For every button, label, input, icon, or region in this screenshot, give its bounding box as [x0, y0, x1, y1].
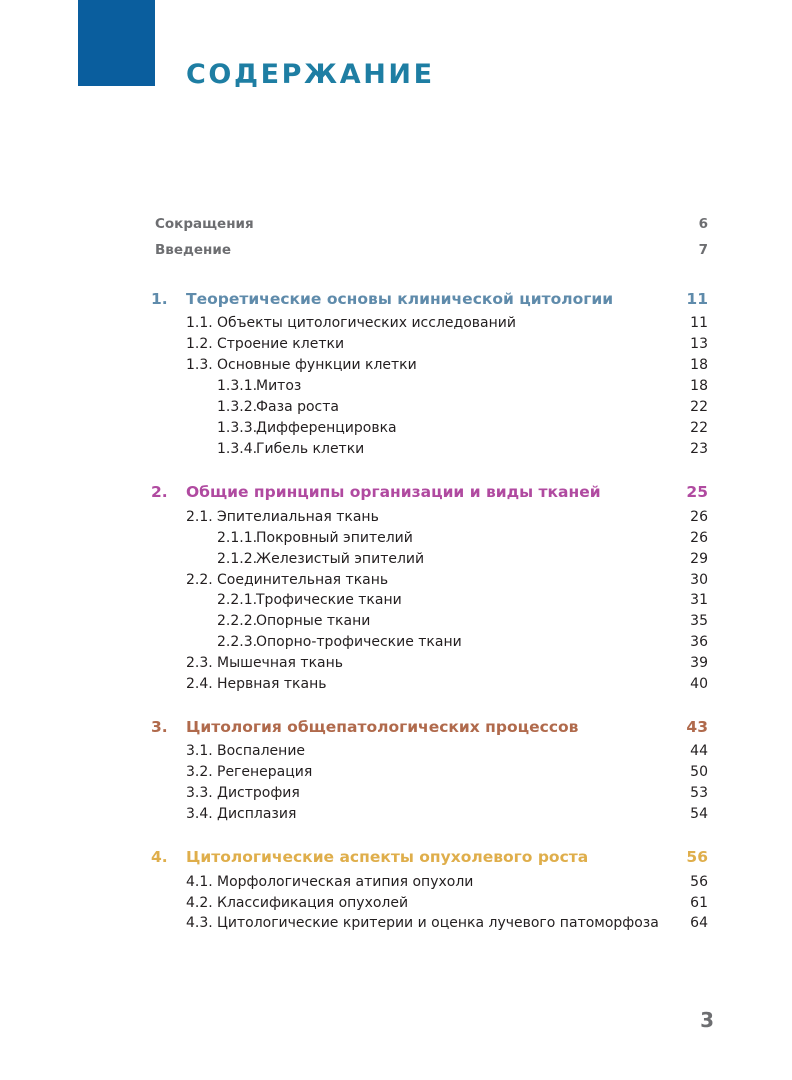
- toc-entry-number: 1.2.: [186, 336, 213, 352]
- toc-entry-1-3[interactable]: [0, 355, 792, 375]
- toc-entry-title: Митоз: [256, 378, 302, 394]
- toc-entry-page: 18: [690, 357, 708, 373]
- toc-entry-number: 3.4.: [186, 806, 213, 822]
- toc-entry-1-3-4[interactable]: [0, 439, 792, 459]
- toc-entry-1-2[interactable]: [0, 334, 792, 354]
- toc-entry-title: Соединительная ткань: [217, 572, 389, 588]
- toc-entry-title: Опорные ткани: [256, 613, 371, 629]
- toc-entry-page: 44: [690, 743, 708, 759]
- toc-entry-number: 3.3.: [186, 785, 213, 801]
- toc-entry-title: Дифференцировка: [256, 420, 397, 436]
- toc-entry-title: Опорно-трофические ткани: [256, 634, 462, 650]
- toc-entry-page: 22: [690, 399, 708, 415]
- toc-entry-1-3-3[interactable]: [0, 418, 792, 438]
- toc-entry-title: Введение: [155, 242, 231, 258]
- toc-entry-3-1[interactable]: [0, 741, 792, 761]
- toc-entry-number: 2.1.2.: [217, 551, 258, 567]
- toc-entry-number: 1.3.: [186, 357, 213, 373]
- toc-entry-page: 64: [690, 915, 708, 931]
- chapter-page: 56: [686, 848, 708, 866]
- toc-entry-title: Объекты цитологических исследований: [217, 315, 516, 331]
- toc-entry-title: Гибель клетки: [256, 441, 365, 457]
- toc-entry-2-2-3[interactable]: [0, 632, 792, 652]
- toc-entry-2-1[interactable]: [0, 507, 792, 527]
- toc-entry-number: 1.3.2.: [217, 399, 258, 415]
- toc-entry-page: 11: [690, 315, 708, 331]
- toc-entry-title: Эпителиальная ткань: [217, 509, 379, 525]
- toc-entry-2-4[interactable]: [0, 674, 792, 694]
- toc-entry-2-2[interactable]: [0, 570, 792, 590]
- toc-entry-title: Морфологическая атипия опухоли: [217, 874, 474, 890]
- toc-entry-page: 50: [690, 764, 708, 780]
- toc-entry-2-3[interactable]: [0, 653, 792, 673]
- chapter-number: 1.: [151, 290, 168, 308]
- toc-entry-title: Мышечная ткань: [217, 655, 344, 671]
- toc-entry-page: 18: [690, 378, 708, 394]
- toc-entry-number: 2.2.1.: [217, 592, 258, 608]
- chapter-title: Теоретические основы клинической цитологии: [186, 290, 614, 308]
- toc-entry-2-2-1[interactable]: [0, 590, 792, 610]
- toc-entry-2-1-2[interactable]: [0, 549, 792, 569]
- chapter-title: Цитология общепатологических процессов: [186, 718, 579, 736]
- toc-entry-number: 2.3.: [186, 655, 213, 671]
- toc-entry-3-3[interactable]: [0, 783, 792, 803]
- toc-entry-title: Воспаление: [217, 743, 306, 759]
- toc-entry-number: 2.2.: [186, 572, 213, 588]
- toc-entry-page: 7: [698, 242, 708, 258]
- toc-entry-page: 23: [690, 441, 708, 457]
- toc-entry-number: 4.3.: [186, 915, 213, 931]
- chapter-page: 43: [686, 718, 708, 736]
- toc-entry-page: 56: [690, 874, 708, 890]
- toc-entry-title: Основные функции клетки: [217, 357, 417, 373]
- toc-entry-4-3[interactable]: [0, 913, 792, 933]
- chapter-page: 25: [686, 483, 708, 501]
- toc-entry-title: Фаза роста: [256, 399, 339, 415]
- toc-entry-4-2[interactable]: [0, 893, 792, 913]
- toc-entry-page: 39: [690, 655, 708, 671]
- toc-entry-title: Цитологические критерии и оценка лучевого патоморфоза: [217, 915, 659, 931]
- toc-entry-1-3-1[interactable]: [0, 376, 792, 396]
- toc-entry-introduction[interactable]: [0, 240, 792, 260]
- toc-entry-1-3-2[interactable]: [0, 397, 792, 417]
- toc-entry-title: Железистый эпителий: [256, 551, 425, 567]
- toc-entry-number: 1.3.4.: [217, 441, 258, 457]
- chapter-page: 11: [686, 290, 708, 308]
- chapter-number: 4.: [151, 848, 168, 866]
- toc-entry-2-1-1[interactable]: [0, 528, 792, 548]
- chapter-title: Общие принципы организации и виды тканей: [186, 483, 601, 501]
- toc-entry-title: Дисплазия: [217, 806, 297, 822]
- toc-entry-3-2[interactable]: [0, 762, 792, 782]
- toc-entry-title: Классификация опухолей: [217, 895, 409, 911]
- page-title: СОДЕРЖАНИЕ: [186, 59, 435, 90]
- toc-entry-number: 2.1.: [186, 509, 213, 525]
- toc-entry-page: 13: [690, 336, 708, 352]
- toc-entry-title: Покровный эпителий: [256, 530, 413, 546]
- toc-entry-number: 2.2.3.: [217, 634, 258, 650]
- toc-entry-title: Нервная ткань: [217, 676, 327, 692]
- toc-chapter-3[interactable]: [0, 717, 792, 737]
- toc-entry-number: 3.2.: [186, 764, 213, 780]
- page-number: 3: [700, 1008, 714, 1032]
- toc-entry-3-4[interactable]: [0, 804, 792, 824]
- toc-entry-page: 6: [698, 216, 708, 232]
- toc-entry-number: 4.2.: [186, 895, 213, 911]
- toc-entry-4-1[interactable]: [0, 872, 792, 892]
- toc-entry-page: 53: [690, 785, 708, 801]
- toc-entry-page: 35: [690, 613, 708, 629]
- chapter-title: Цитологические аспекты опухолевого роста: [186, 848, 589, 866]
- toc-entry-number: 3.1.: [186, 743, 213, 759]
- toc-entry-page: 31: [690, 592, 708, 608]
- toc-chapter-1[interactable]: [0, 289, 792, 309]
- toc-entry-page: 40: [690, 676, 708, 692]
- toc-entry-page: 30: [690, 572, 708, 588]
- toc-entry-page: 22: [690, 420, 708, 436]
- chapter-number: 2.: [151, 483, 168, 501]
- toc-entry-title: Строение клетки: [217, 336, 345, 352]
- toc-entry-title: Сокращения: [155, 216, 254, 232]
- toc-entry-abbreviations[interactable]: [0, 214, 792, 234]
- toc-entry-2-2-2[interactable]: [0, 611, 792, 631]
- toc-entry-number: 4.1.: [186, 874, 213, 890]
- toc-entry-number: 2.2.2.: [217, 613, 258, 629]
- toc-entry-number: 2.1.1.: [217, 530, 258, 546]
- header-accent-block: [78, 0, 155, 86]
- toc-chapter-4[interactable]: [0, 847, 792, 867]
- toc-chapter-2[interactable]: [0, 482, 792, 502]
- toc-entry-number: 1.3.1.: [217, 378, 258, 394]
- toc-entry-title: Трофические ткани: [256, 592, 402, 608]
- chapter-number: 3.: [151, 718, 168, 736]
- toc-entry-number: 1.3.3.: [217, 420, 258, 436]
- toc-entry-page: 36: [690, 634, 708, 650]
- toc-entry-page: 29: [690, 551, 708, 567]
- toc-entry-1-1[interactable]: [0, 313, 792, 333]
- toc-entry-page: 54: [690, 806, 708, 822]
- toc-entry-title: Регенерация: [217, 764, 313, 780]
- toc-entry-page: 26: [690, 509, 708, 525]
- toc-entry-page: 61: [690, 895, 708, 911]
- toc-entry-title: Дистрофия: [217, 785, 300, 801]
- toc-entry-number: 2.4.: [186, 676, 213, 692]
- toc-entry-number: 1.1.: [186, 315, 213, 331]
- toc-entry-page: 26: [690, 530, 708, 546]
